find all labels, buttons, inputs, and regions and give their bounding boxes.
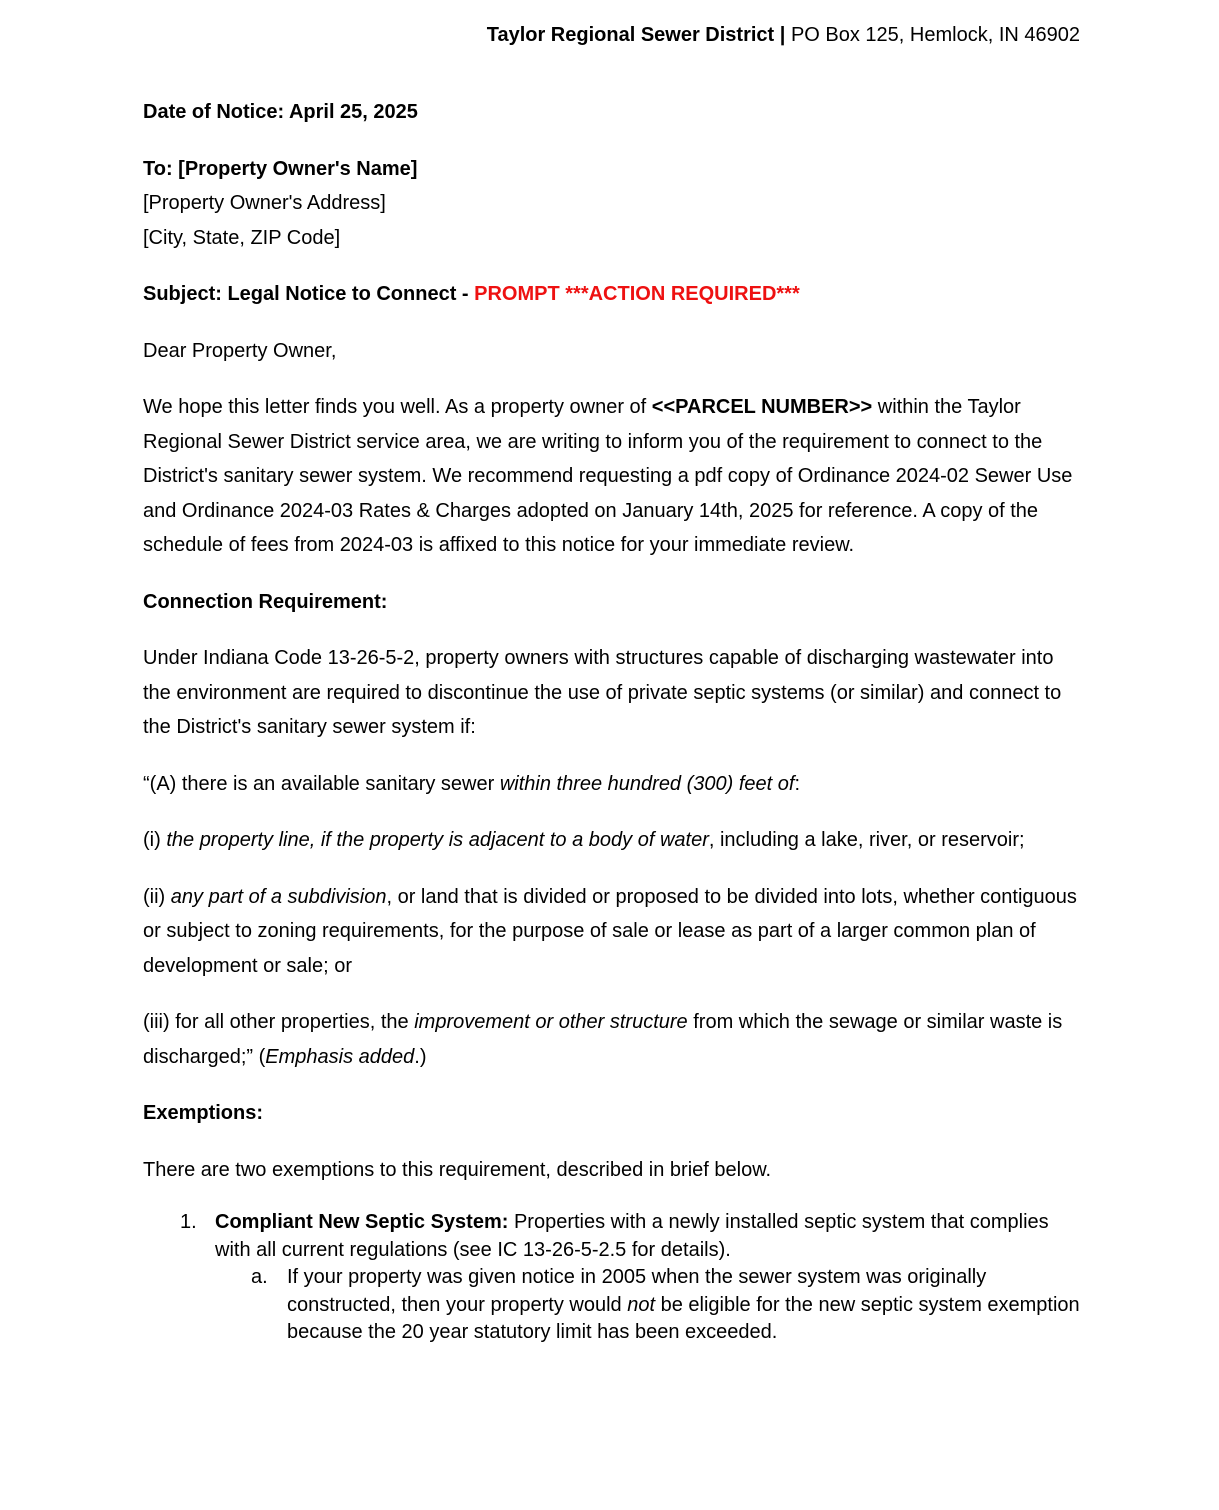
recipient-name: To: [Property Owner's Name] xyxy=(143,157,418,180)
org-name: Taylor Regional Sewer District xyxy=(486,24,775,46)
subject-label: Subject: Legal Notice to Connect - xyxy=(143,283,469,305)
salutation: Dear Property Owner, xyxy=(143,339,337,362)
sub-list xyxy=(215,1264,1083,1347)
letterhead xyxy=(487,22,1080,48)
letterhead-separator: | xyxy=(779,24,786,46)
subject-alert: PROMPT ***ACTION REQUIRED*** xyxy=(474,283,800,305)
exemptions-heading: Exemptions: xyxy=(143,1102,264,1124)
recipient-address: [Property Owner's Address] xyxy=(143,192,386,214)
sub-list-letter: a. xyxy=(251,1266,268,1288)
recipient-city: [City, State, ZIP Code] xyxy=(143,226,341,249)
sub-list-item: a. If your property was given notice in 2005 when the sewer system was originally constructed, then your property would not be eligible for the new septic system exemption because the 20 year statutory limit has been exceeded. xyxy=(251,1266,1080,1343)
parcel-number: <<PARCEL NUMBER>> xyxy=(651,396,873,418)
exemption-title: Compliant New Septic System: xyxy=(215,1211,509,1233)
statute-clause-a: “(A) there is an available sanitary sewer within three hundred (300) feet of: xyxy=(143,772,801,795)
org-address: PO Box 125, Hemlock, IN 46902 xyxy=(790,24,1080,46)
exemptions-list xyxy=(143,1209,1083,1347)
connection-heading: Connection Requirement: xyxy=(143,590,388,613)
letter-body xyxy=(143,95,1083,1347)
list-item: 1. Compliant New Septic System: Properties with a newly installed septic system that complies with all current regulations (see IC 13-26-5-2.5 for details). a. If your property was given notice in 2005 when the sewer system was originally constructed, then your property would not be eligible for the new septic system exemption because the 20 year statutory limit has been exceeded. xyxy=(143,1209,1083,1347)
exemptions-intro: There are two exemptions to this requirement, described in brief below. xyxy=(143,1158,772,1181)
notice-date: Date of Notice: April 25, 2025 xyxy=(143,101,418,123)
statute-clause-i: (i) the property line, if the property is adjacent to a body of water, including a lake, river, or reservoir; xyxy=(143,829,1025,851)
recipient-block xyxy=(143,152,1083,256)
connection-body: Under Indiana Code 13-26-5-2, property owners with structures capable of discharging wastewater into the environment are required to discontinue the use of private septic systems (or similar) and connect to the District's sanitary sewer system if: xyxy=(143,647,1062,738)
statute-clause-ii: (ii) any part of a subdivision, or land that is divided or proposed to be divided into lots, whether contiguous or subject to zoning requirements, for the purpose of sale or lease as part of a larger common plan of development or sale; or xyxy=(143,885,1077,977)
subject-line xyxy=(143,277,1083,312)
statute-clause-iii: (iii) for all other properties, the improvement or other structure from which the sewage or similar waste is discharged;” (Emphasis added.) xyxy=(143,1011,1063,1068)
intro-paragraph: We hope this letter finds you well. As a property owner of <<PARCEL NUMBER>> within the Taylor Regional Sewer District service area, we are writing to inform you of the requirement to connect to the District's sanitary sewer system. We recommend requesting a pdf copy of Ordinance 2024-02 Sewer Use and Ordinance 2024-03 Rates & Charges adopted on January 14th, 2025 for reference. A copy of the schedule of fees from 2024-03 is affixed to this notice for your immediate review. xyxy=(143,396,1073,556)
list-number: 1. xyxy=(180,1211,197,1233)
